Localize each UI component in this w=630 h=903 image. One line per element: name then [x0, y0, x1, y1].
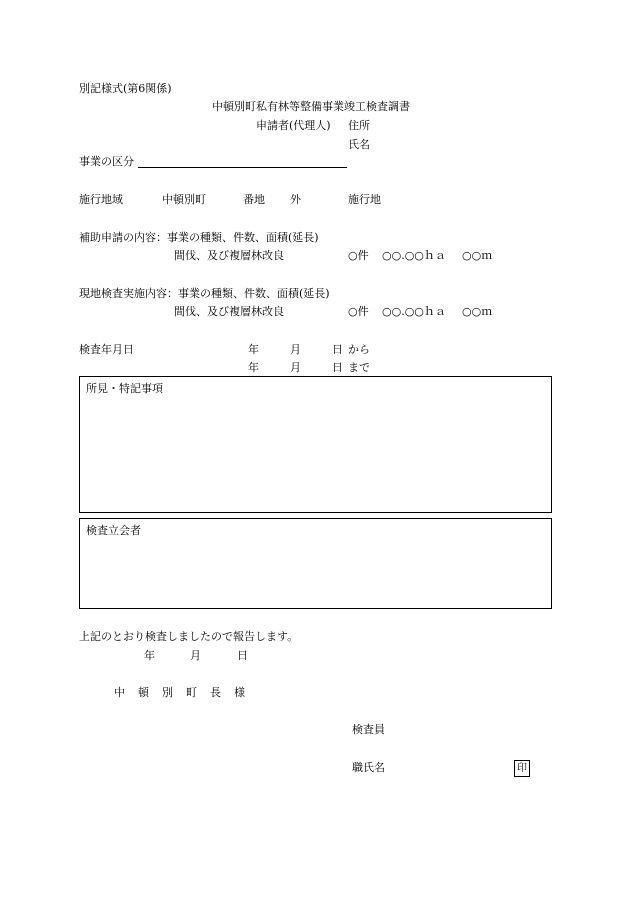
witness-box[interactable]: [79, 518, 552, 609]
inspection-date-label: 検査年月日: [79, 343, 134, 356]
report-statement: 上記のとおり検査しましたので報告します。: [79, 630, 299, 643]
work-area-site: 施行地: [348, 193, 381, 206]
work-area-other: 外: [290, 193, 301, 206]
inspection-end-month: 月: [290, 361, 301, 374]
applicant-label: 申請者(代理人): [256, 119, 331, 132]
project-category-label: 事業の区分: [79, 155, 134, 168]
field-inspection-count: ○件: [348, 305, 369, 318]
inspection-start-year: 年: [248, 343, 259, 356]
form-reference: 別記様式(第6関係): [79, 82, 172, 95]
witness-label: 検査立会者: [86, 524, 141, 537]
inspection-start-day: 日: [332, 343, 343, 356]
field-inspection-length: ○○ｍ: [462, 305, 493, 318]
applicant-name-label: 氏名: [348, 138, 370, 151]
subsidy-request-area: ○○.○○ｈａ: [382, 249, 446, 262]
inspection-from: から: [348, 343, 370, 356]
field-inspection-label: 現地検査実施内容：事業の種類、件数、面積(延長): [79, 287, 330, 300]
report-month: 月: [190, 649, 201, 662]
field-inspection-type: 間伐、及び複層林改良: [174, 305, 284, 318]
seal-mark: 印: [514, 760, 530, 777]
inspector-title-name-label: 職氏名: [352, 761, 385, 774]
inspector-label: 検査員: [352, 723, 385, 736]
inspection-to: まで: [348, 361, 370, 374]
field-inspection-area: ○○.○○ｈａ: [382, 305, 446, 318]
report-year: 年: [144, 649, 155, 662]
project-category-underline: [138, 167, 347, 168]
subsidy-request-label: 補助申請の内容：事業の種類、件数、面積(延長): [79, 231, 319, 244]
document-title: 中頓別町私有林等整備事業竣工検査調書: [212, 100, 410, 113]
findings-box[interactable]: [79, 376, 552, 513]
work-area-town: 中頓別町: [162, 193, 206, 206]
applicant-address-label: 住所: [348, 119, 370, 132]
report-day: 日: [237, 649, 248, 662]
work-area-label: 施行地域: [79, 193, 123, 206]
subsidy-request-count: ○件: [348, 249, 369, 262]
findings-label: 所見・特記事項: [86, 382, 163, 395]
subsidy-request-length: ○○ｍ: [462, 249, 493, 262]
inspection-start-month: 月: [290, 343, 301, 356]
work-area-lot: 番地: [243, 193, 265, 206]
inspection-end-year: 年: [248, 361, 259, 374]
subsidy-request-type: 間伐、及び複層林改良: [174, 249, 284, 262]
addressee: 中頓別町長様: [114, 686, 258, 699]
inspection-end-day: 日: [332, 361, 343, 374]
